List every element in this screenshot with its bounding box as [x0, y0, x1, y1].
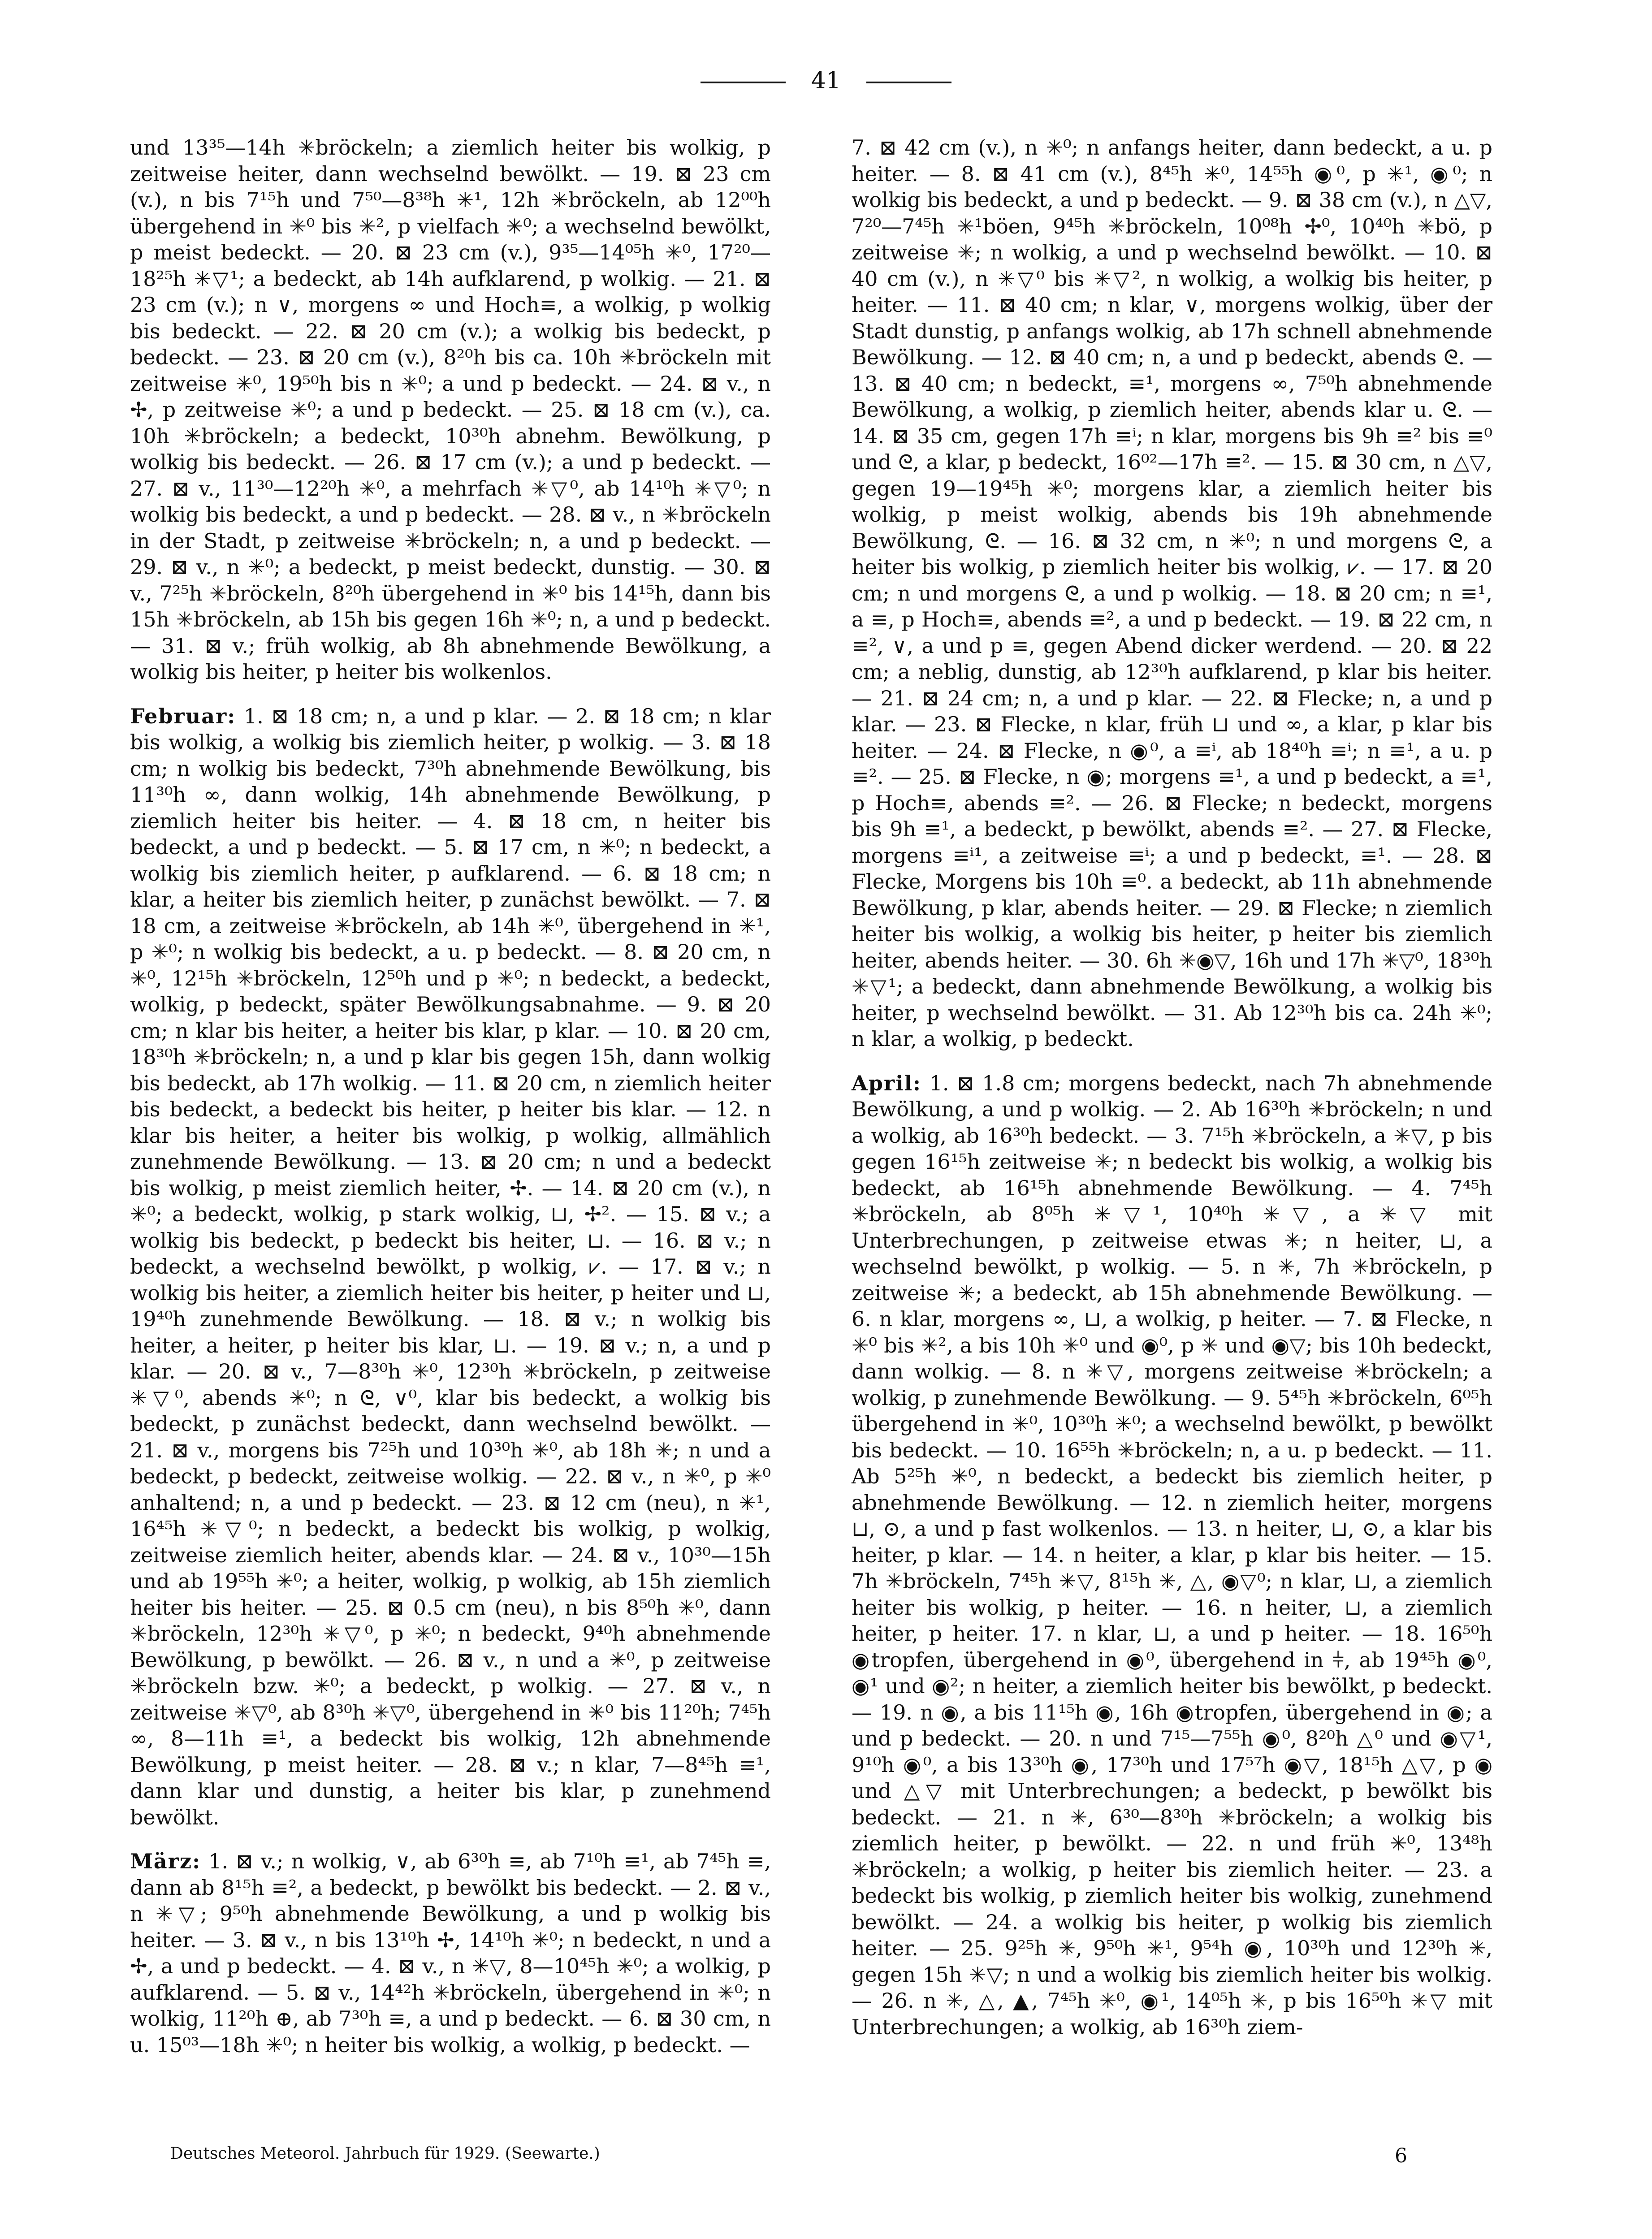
page-number: 41: [811, 67, 841, 94]
paragraph-february: [130, 703, 771, 1831]
february-entries: 1. ⊠ 18 cm; n, a und p klar. — 2. ⊠ 18 cm; n klar bis wolkig, a wolkig bis ziemlich heiter, p wolkig. — 3. ⊠ 18 cm; n wolkig bis bedeckt, 7³⁰h abnehmende Bewölkung, bis 11³⁰h ∞, dann wolkig, 14h abnehmende Bewölkung, p ziemlich heiter bis heiter. — 4. ⊠ 18 cm, n heiter bis bedeckt, a und p bedeckt. — 5. ⊠ 17 cm, n ✳︎⁰; n bedeckt, a wolkig bis ziemlich heiter, p aufklarend. — 6. ⊠ 18 cm; n klar, a heiter bis ziemlich heiter, p zunächst bewölkt. — 7. ⊠ 18 cm, a zeitweise ✳︎bröckeln, ab 14h ✳︎⁰, übergehend in ✳︎¹, p ✳︎⁰; n wolkig bis bedeckt, a u. p bedeckt. — 8. ⊠ 20 cm, n ✳︎⁰, 12¹⁵h ✳︎bröckeln, 12⁵⁰h und p ✳︎⁰; n bedeckt, a bedeckt, wolkig, p bedeckt, später Bewölkungsabnahme. — 9. ⊠ 20 cm; n klar bis heiter, a heiter bis klar, p klar. — 10. ⊠ 20 cm, 18³⁰h ✳︎bröckeln; n, a und p klar bis gegen 15h, dann wolkig bis bedeckt, ab 17h wolkig. — 11. ⊠ 20 cm, n ziemlich heiter bis bedeckt, a bedeckt bis heiter, p heiter bis klar. — 12. n klar bis heiter, a heiter bis wolkig, p wolkig, allmählich zunehmende Bewölkung. — 13. ⊠ 20 cm; n und a bedeckt bis wolkig, p meist ziemlich heiter, ✢. — 14. ⊠ 20 cm (v.), n ✳︎⁰; a bedeckt, wolkig, p stark wolkig, ⊔, ✢². — 15. ⊠ v.; a wolkig bis bedeckt, p bedeckt bis heiter, ⊔. — 16. ⊠ v.; n bedeckt, a wechselnd bewölkt, p wolkig, ⩗. — 17. ⊠ v.; n wolkig bis heiter, a ziemlich heiter bis heiter, p heiter und ⊔, 19⁴⁰h zunehmende Bewölkung. — 18. ⊠ v.; n wolkig bis heiter, a heiter, p heiter bis klar, ⊔. — 19. ⊠ v.; n, a und p klar. — 20. ⊠ v., 7—8³⁰h ✳︎⁰, 12³⁰h ✳︎bröckeln, p zeitweise ✳︎▽⁰, abends ✳︎⁰; n ᘓ, ∨⁰, klar bis bedeckt, a wolkig bis bedeckt, p zunächst bedeckt, dann wechselnd bewölkt. — 21. ⊠ v., morgens bis 7²⁵h und 10³⁰h ✳︎⁰, ab 18h ✳︎; n und a bedeckt, p bedeckt, zeitweise wolkig. — 22. ⊠ v., n ✳︎⁰, p ✳︎⁰ anhaltend; n, a und p bedeckt. — 23. ⊠ 12 cm (neu), n ✳︎¹, 16⁴⁵h ✳︎▽⁰; n bedeckt, a bedeckt bis wolkig, p wolkig, zeitweise ziemlich heiter, abends klar. — 24. ⊠ v., 10³⁰—15h und ab 19⁵⁵h ✳︎⁰; a heiter, wolkig, p wolkig, ab 15h ziemlich heiter bis heiter. — 25. ⊠ 0.5 cm (neu), n bis 8⁵⁰h ✳︎⁰, dann ✳︎bröckeln, 12³⁰h ✳︎▽⁰, p ✳︎⁰; n bedeckt, 9⁴⁰h abnehmende Bewölkung, p bewölkt. — 26. ⊠ v., n und a ✳︎⁰, p zeitweise ✳︎bröckeln bzw. ✳︎⁰; a bedeckt, p wolkig. — 27. ⊠ v., n zeitweise ✳︎▽⁰, ab 8³⁰h ✳︎▽⁰, übergehend in ✳︎⁰ bis 11²⁰h; 7⁴⁵h ∞, 8—11h ≡¹, a bedeckt bis wolkig, 12h abnehmende Bewölkung, p meist heiter. — 28. ⊠ v.; n klar, 7—8⁴⁵h ≡¹, dann klar und dunstig, a heiter bis klar, p zunehmend bewölkt.: [130, 704, 771, 1829]
footer-signature-number: 6: [1395, 2144, 1407, 2167]
paragraph-march-continued: 7. ⊠ 42 cm (v.), n ✳︎⁰; n anfangs heiter, dann bedeckt, a u. p heiter. — 8. ⊠ 41 cm (v.), 8⁴⁵h ✳︎⁰, 14⁵⁵h ◉⁰, p ✳︎¹, ◉⁰; n wolkig bis bedeckt, a und p bedeckt. — 9. ⊠ 38 cm (v.), n △▽, 7²⁰—7⁴⁵h ✳︎¹böen, 9⁴⁵h ✳︎bröckeln, 10⁰⁸h ✢⁰, 10⁴⁰h ✳︎bö, p zeitweise ✳︎; n wolkig, a und p wechselnd bewölkt. — 10. ⊠ 40 cm (v.), n ✳︎▽⁰ bis ✳︎▽², n wolkig, a wolkig bis heiter, p heiter. — 11. ⊠ 40 cm; n klar, ∨, morgens wolkig, über der Stadt dunstig, p anfangs wolkig, ab 17h schnell abnehmende Bewölkung. — 12. ⊠ 40 cm; n, a und p bedeckt, abends ᘓ. — 13. ⊠ 40 cm; n bedeckt, ≡¹, morgens ∞, 7⁵⁰h abnehmende Bewölkung, a wolkig, p ziemlich heiter, abends klar u. ᘓ. — 14. ⊠ 35 cm, gegen 17h ≡ⁱ; n klar, morgens bis 9h ≡² bis ≡⁰ und ᘓ, a klar, p bedeckt, 16⁰²—17h ≡². — 15. ⊠ 30 cm, n △▽, gegen 19—19⁴⁵h ✳︎⁰; morgens klar, a ziemlich heiter bis wolkig, p meist wolkig, abends bis 19h abnehmende Bewölkung, ᘓ. — 16. ⊠ 32 cm, n ✳︎⁰; n und morgens ᘓ, a heiter bis wolkig, p ziemlich heiter bis wolkig, ⩗. — 17. ⊠ 20 cm; n und morgens ᘓ, a und p wolkig. — 18. ⊠ 20 cm; n ≡¹, a ≡, p Hoch≡, abends ≡², a und p bedeckt. — 19. ⊠ 22 cm, n ≡², ∨, a und p ≡, gegen Abend dicker werdend. — 20. ⊠ 22 cm; a neblig, dunstig, ab 12³⁰h aufklarend, p klar bis heiter. — 21. ⊠ 24 cm; n, a und p klar. — 22. ⊠ Flecke; n, a und p klar. — 23. ⊠ Flecke, n klar, früh ⊔ und ∞, a klar, p klar bis heiter. — 24. ⊠ Flecke, n ◉⁰, a ≡ⁱ, ab 18⁴⁰h ≡ⁱ; n ≡¹, a u. p ≡². — 25. ⊠ Flecke, n ◉; morgens ≡¹, a und p bedeckt, a ≡¹, p Hoch≡, abends ≡². — 26. ⊠ Flecke; n bedeckt, morgens bis 9h ≡¹, a bedeckt, p bewölkt, abends ≡². — 27. ⊠ Flecke, morgens ≡ⁱ¹, a zeitweise ≡ⁱ; a und p bedeckt, ≡¹. — 28. ⊠ Flecke, Morgens bis 10h ≡⁰. a bedeckt, ab 11h abnehmende Bewölkung, p klar, abends heiter. — 29. ⊠ Flecke; n ziemlich heiter bis wolkig, a wolkig bis heiter, p heiter bis ziemlich heiter, abends heiter. — 30. 6h ✳︎◉▽, 16h und 17h ✳︎▽⁰, 18³⁰h ✳︎▽¹; a bedeckt, dann abnehmende Bewölkung, a wolkig bis heiter, p wechselnd bewölkt. — 31. Ab 12³⁰h bis ca. 24h ✳︎⁰; n klar, a wolkig, p bedeckt.: [852, 135, 1492, 1051]
right-column: [852, 134, 1492, 2058]
paragraph-april: [852, 1070, 1492, 2040]
month-label-february: Februar:: [130, 704, 236, 728]
april-entries: 1. ⊠ 1.8 cm; morgens bedeckt, nach 7h abnehmende Bewölkung, a und p wolkig. — 2. Ab 16³⁰h ✳︎bröckeln; n und a wolkig, ab 16³⁰h bedeckt. — 3. 7¹⁵h ✳︎bröckeln, a ✳︎▽, p bis gegen 16¹⁵h zeitweise ✳︎; n bedeckt bis wolkig, a wolkig bis bedeckt, ab 16¹⁵h abnehmende Bewölkung. — 4. 7⁴⁵h ✳︎bröckeln, ab 8⁰⁵h ✳︎▽¹, 10⁴⁰h ✳︎▽, a ✳︎▽ mit Unterbrechungen, p zeitweise etwas ✳︎; n heiter, ⊔, a wechselnd bewölkt, p wolkig. — 5. n ✳︎, 7h ✳︎bröckeln, p zeitweise ✳︎; a bedeckt, ab 15h abnehmende Bewölkung. — 6. n klar, morgens ∞, ⊔, a wolkig, p heiter. — 7. ⊠ Flecke, n ✳︎⁰ bis ✳︎², a bis 10h ✳︎⁰ und ◉⁰, p ✳︎ und ◉▽; bis 10h bedeckt, dann wolkig. — 8. n ✳︎▽, morgens zeitweise ✳︎bröckeln; a wolkig, p zunehmende Bewölkung. — 9. 5⁴⁵h ✳︎bröckeln, 6⁰⁵h übergehend in ✳︎⁰, 10³⁰h ✳︎⁰; a wechselnd bewölkt, p bewölkt bis bedeckt. — 10. 16⁵⁵h ✳︎bröckeln; n, a u. p bedeckt. — 11. Ab 5²⁵h ✳︎⁰, n bedeckt, a bedeckt bis ziemlich heiter, p abnehmende Bewölkung. — 12. n ziemlich heiter, morgens ⊔, ⊙, a und p fast wolkenlos. — 13. n heiter, ⊔, ⊙, a klar bis heiter, p klar. — 14. n heiter, a klar, p klar bis heiter. — 15. 7h ✳︎bröckeln, 7⁴⁵h ✳︎▽, 8¹⁵h ✳︎, △, ◉▽⁰; n klar, ⊔, a ziemlich heiter bis wolkig, p heiter. — 16. n heiter, ⊔, a ziemlich heiter, p heiter. 17. n klar, ⊔, a und p heiter. — 18. 16⁵⁰h ◉tropfen, übergehend in ◉⁰, übergehend in ⫩, ab 19⁴⁵h ◉⁰, ◉¹ und ◉²; n heiter, a ziemlich heiter bis bewölkt, p bedeckt. — 19. n ◉, a bis 11¹⁵h ◉, 16h ◉tropfen, übergehend in ◉; a und p bedeckt. — 20. n und 7¹⁵—7⁵⁵h ◉⁰, 8²⁰h △⁰ und ◉▽¹, 9¹⁰h ◉⁰, a bis 13³⁰h ◉, 17³⁰h und 17⁵⁷h ◉▽, 18¹⁵h △▽, p ◉ und △▽ mit Unterbrechungen; a bedeckt, p bewölkt bis bedeckt. — 21. n ✳︎, 6³⁰—8³⁰h ✳︎bröckeln; a wolkig bis ziemlich heiter, p bewölkt. — 22. n und früh ✳︎⁰, 13⁴⁸h ✳︎bröckeln; a wolkig, p heiter bis ziemlich heiter. — 23. a bedeckt bis wolkig, p ziemlich heiter bis wolkig, zunehmend bewölkt. — 24. a wolkig bis heiter, p wolkig bis ziemlich heiter. — 25. 9²⁵h ✳︎, 9⁵⁰h ✳︎¹, 9⁵⁴h ◉, 10³⁰h und 12³⁰h ✳︎, gegen 15h ✳︎▽; n und a wolkig bis ziemlich heiter bis wolkig. — 26. n ✳︎, △, ▲, 7⁴⁵h ✳︎⁰, ◉¹, 14⁰⁵h ✳︎, p bis 16⁵⁰h ✳︎▽ mit Unterbrechungen; a wolkig, ab 16³⁰h ziem-: [852, 1071, 1492, 2039]
march-entries: 1. ⊠ v.; n wolkig, ∨, ab 6³⁰h ≡, ab 7¹⁰h ≡¹, ab 7⁴⁵h ≡, dann ab 8¹⁵h ≡², a bedeckt, p bewölkt bis bedeckt. — 2. ⊠ v., n ✳︎▽; 9⁵⁰h abnehmende Bewölkung, a und p wolkig bis heiter. — 3. ⊠ v., n bis 13¹⁰h ✢, 14¹⁰h ✳︎⁰; n bedeckt, n und a ✢, a und p bedeckt. — 4. ⊠ v., n ✳︎▽, 8—10⁴⁵h ✳︎⁰; a wolkig, p aufklarend. — 5. ⊠ v., 14⁴²h ✳︎bröckeln, übergehend in ✳︎⁰; n wolkig, 11²⁰h ⊕, ab 7³⁰h ≡, a und p bedeckt. — 6. ⊠ 30 cm, n u. 15⁰³—18h ✳︎⁰; n heiter bis wolkig, a wolkig, p bedeckt. —: [130, 1849, 771, 2057]
month-label-march: März:: [130, 1849, 201, 1873]
footer-publication: Deutsches Meteorol. Jahrbuch für 1929. (Seewarte.): [170, 2144, 600, 2163]
paragraph-march: [130, 1848, 771, 2058]
header-rule-left: [701, 82, 786, 83]
paragraph-january-continued: und 13³⁵—14h ✳︎bröckeln; a ziemlich heiter bis wolkig, p zeitweise heiter, dann wechselnd bewölkt. — 19. ⊠ 23 cm (v.), n bis 7¹⁵h und 7⁵⁰—8³⁸h ✳︎¹, 12h ✳︎bröckeln, ab 12⁰⁰h übergehend in ✳︎⁰ bis ✳︎², p vielfach ✳︎⁰; a wechselnd bewölkt, p meist bedeckt. — 20. ⊠ 23 cm (v.), 9³⁵—14⁰⁵h ✳︎⁰, 17²⁰—18²⁵h ✳︎▽¹; a bedeckt, ab 14h aufklarend, p wolkig. — 21. ⊠ 23 cm (v.); n ∨, morgens ∞ und Hoch≡, a wolkig, p wolkig bis bedeckt. — 22. ⊠ 20 cm (v.); a wolkig bis bedeckt, p bedeckt. — 23. ⊠ 20 cm (v.), 8²⁰h bis ca. 10h ✳︎bröckeln mit zeitweise ✳︎⁰, 19⁵⁰h bis n ✳︎⁰; a und p bedeckt. — 24. ⊠ v., n ✢, p zeitweise ✳︎⁰; a und p bedeckt. — 25. ⊠ 18 cm (v.), ca. 10h ✳︎bröckeln; a bedeckt, 10³⁰h abnehm. Bewölkung, p wolkig bis bedeckt. — 26. ⊠ 17 cm (v.); a und p bedeckt. — 27. ⊠ v., 11³⁰—12²⁰h ✳︎⁰, a mehrfach ✳︎▽⁰, ab 14¹⁰h ✳︎▽⁰; n wolkig bis bedeckt, a und p bedeckt. — 28. ⊠ v., n ✳︎bröckeln in der Stadt, p zeitweise ✳︎bröckeln; n, a und p bedeckt. — 29. ⊠ v., n ✳︎⁰; a bedeckt, p meist bedeckt, dunstig. — 30. ⊠ v., 7²⁵h ✳︎bröckeln, 8²⁰h übergehend in ✳︎⁰ bis 14¹⁵h, dann bis 15h ✳︎bröckeln, ab 15h bis gegen 16h ✳︎⁰; n, a und p bedeckt. — 31. ⊠ v.; früh wolkig, ab 8h abnehmende Bewölkung, a wolkig bis heiter, p heiter bis wolkenlos.: [130, 135, 771, 684]
left-column: [130, 134, 771, 2076]
month-label-april: April:: [852, 1071, 922, 1095]
header-rule-right: [866, 82, 951, 83]
page-header: [0, 67, 1652, 94]
